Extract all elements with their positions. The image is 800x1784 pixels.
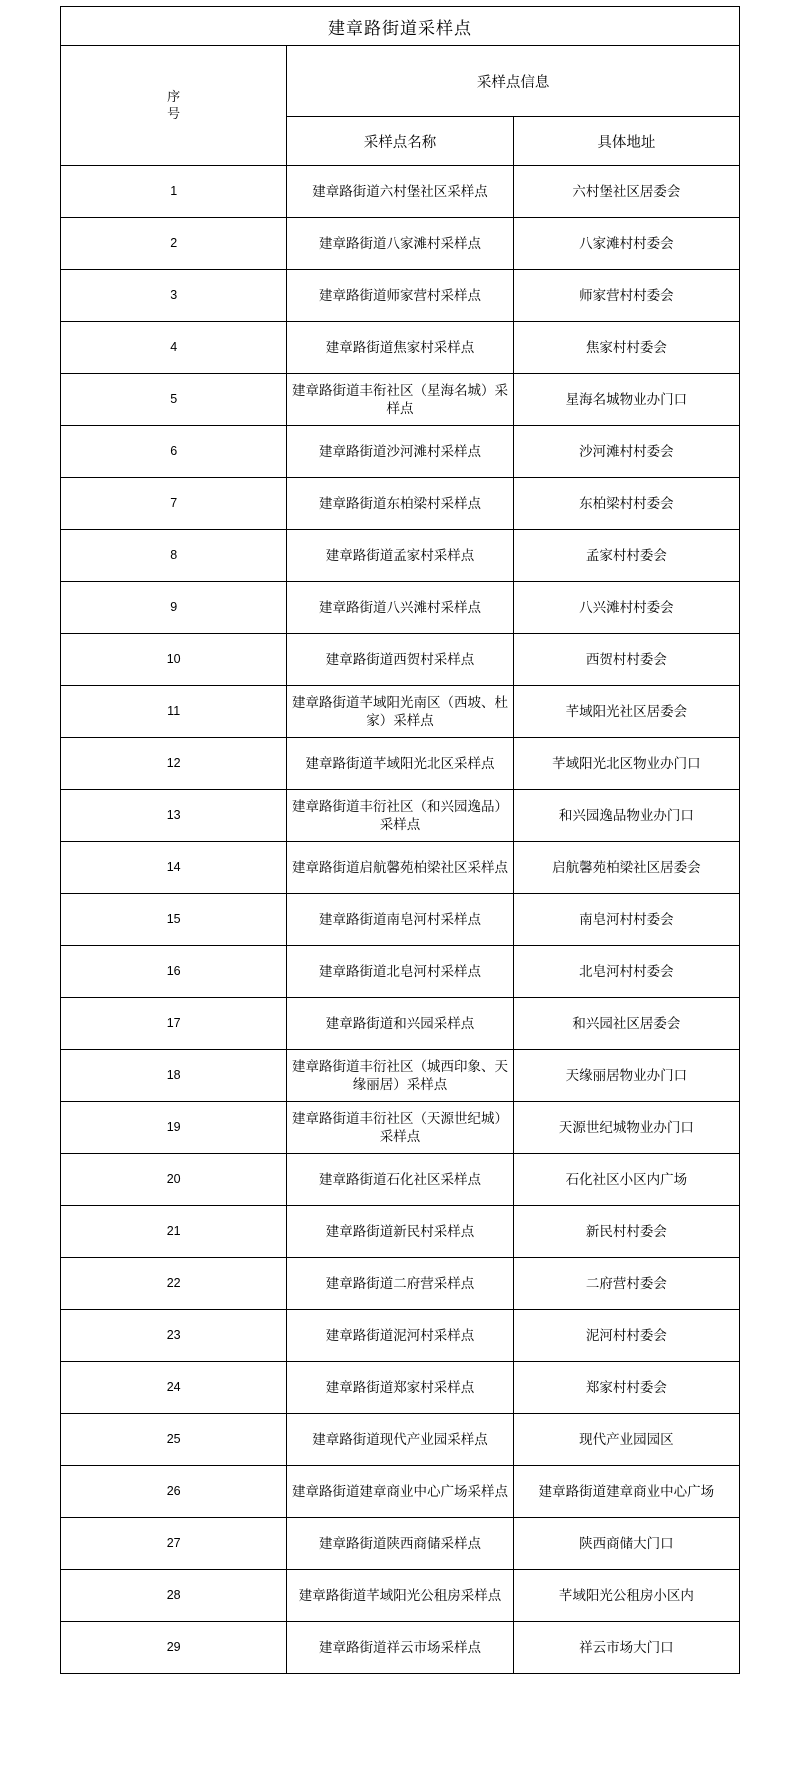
row-name: 建章路街道八兴滩村采样点 <box>287 582 513 634</box>
row-address: 和兴园逸品物业办门口 <box>513 790 739 842</box>
row-name: 建章路街道师家营村采样点 <box>287 270 513 322</box>
row-address: 星海名城物业办门口 <box>513 374 739 426</box>
row-name: 建章路街道郑家村采样点 <box>287 1362 513 1414</box>
table-row <box>61 686 740 738</box>
row-seq: 20 <box>61 1154 287 1206</box>
row-seq: 4 <box>61 322 287 374</box>
table-row <box>61 1570 740 1622</box>
row-seq: 13 <box>61 790 287 842</box>
row-address: 启航馨苑柏梁社区居委会 <box>513 842 739 894</box>
row-name: 建章路街道和兴园采样点 <box>287 998 513 1050</box>
row-address: 芊域阳光社区居委会 <box>513 686 739 738</box>
row-address: 西贺村村委会 <box>513 634 739 686</box>
row-seq: 25 <box>61 1414 287 1466</box>
row-name: 建章路街道北皂河村采样点 <box>287 946 513 998</box>
column-header-name: 采样点名称 <box>287 117 513 166</box>
row-name: 建章路街道现代产业园采样点 <box>287 1414 513 1466</box>
row-address: 六村堡社区居委会 <box>513 166 739 218</box>
row-seq: 2 <box>61 218 287 270</box>
group-header-row <box>61 46 740 117</box>
row-name: 建章路街道西贺村采样点 <box>287 634 513 686</box>
row-seq: 19 <box>61 1102 287 1154</box>
table-row <box>61 842 740 894</box>
row-name: 建章路街道二府营采样点 <box>287 1258 513 1310</box>
table-row <box>61 1414 740 1466</box>
row-name: 建章路街道泥河村采样点 <box>287 1310 513 1362</box>
row-seq: 9 <box>61 582 287 634</box>
row-seq: 12 <box>61 738 287 790</box>
table-row <box>61 530 740 582</box>
row-name: 建章路街道建章商业中心广场采样点 <box>287 1466 513 1518</box>
row-seq: 3 <box>61 270 287 322</box>
row-address: 焦家村村委会 <box>513 322 739 374</box>
table-row <box>61 1154 740 1206</box>
row-seq: 14 <box>61 842 287 894</box>
table-row <box>61 374 740 426</box>
table-row <box>61 1310 740 1362</box>
row-seq: 23 <box>61 1310 287 1362</box>
row-name: 建章路街道丰衔社区（星海名城）采样点 <box>287 374 513 426</box>
row-name: 建章路街道芊域阳光北区采样点 <box>287 738 513 790</box>
row-seq: 15 <box>61 894 287 946</box>
table-row <box>61 426 740 478</box>
row-seq: 6 <box>61 426 287 478</box>
row-address: 芊域阳光公租房小区内 <box>513 1570 739 1622</box>
row-name: 建章路街道丰衍社区（和兴园逸品）采样点 <box>287 790 513 842</box>
table-row <box>61 1362 740 1414</box>
row-address: 天缘丽居物业办门口 <box>513 1050 739 1102</box>
row-address: 八家滩村村委会 <box>513 218 739 270</box>
row-name: 建章路街道石化社区采样点 <box>287 1154 513 1206</box>
table-row <box>61 322 740 374</box>
row-seq: 8 <box>61 530 287 582</box>
row-address: 沙河滩村村委会 <box>513 426 739 478</box>
table-row <box>61 478 740 530</box>
row-name: 建章路街道八家滩村采样点 <box>287 218 513 270</box>
row-address: 陕西商储大门口 <box>513 1518 739 1570</box>
row-address: 孟家村村委会 <box>513 530 739 582</box>
table-row <box>61 582 740 634</box>
table-body <box>61 166 740 1674</box>
table-row <box>61 634 740 686</box>
row-seq: 11 <box>61 686 287 738</box>
row-address: 南皂河村村委会 <box>513 894 739 946</box>
row-seq: 1 <box>61 166 287 218</box>
column-header-seq-line2: 号 <box>167 105 181 121</box>
table-row <box>61 738 740 790</box>
row-seq: 21 <box>61 1206 287 1258</box>
table-row <box>61 946 740 998</box>
table-row <box>61 1206 740 1258</box>
row-name: 建章路街道孟家村采样点 <box>287 530 513 582</box>
table-row <box>61 1102 740 1154</box>
row-address: 八兴滩村村委会 <box>513 582 739 634</box>
table-row <box>61 1466 740 1518</box>
row-seq: 29 <box>61 1622 287 1674</box>
group-header-sampling-info: 采样点信息 <box>287 46 740 117</box>
row-address: 天源世纪城物业办门口 <box>513 1102 739 1154</box>
row-name: 建章路街道丰衍社区（城西印象、天缘丽居）采样点 <box>287 1050 513 1102</box>
row-seq: 17 <box>61 998 287 1050</box>
row-name: 建章路街道芊域阳光南区（西坡、杜家）采样点 <box>287 686 513 738</box>
row-address: 祥云市场大门口 <box>513 1622 739 1674</box>
row-name: 建章路街道丰衍社区（天源世纪城）采样点 <box>287 1102 513 1154</box>
table-row <box>61 270 740 322</box>
row-name: 建章路街道东柏梁村采样点 <box>287 478 513 530</box>
row-address: 建章路街道建章商业中心广场 <box>513 1466 739 1518</box>
row-address: 芊域阳光北区物业办门口 <box>513 738 739 790</box>
table-row <box>61 1050 740 1102</box>
table-row <box>61 1622 740 1674</box>
page-title: 建章路街道采样点 <box>61 7 740 46</box>
title-row <box>61 7 740 46</box>
row-address: 新民村村委会 <box>513 1206 739 1258</box>
row-seq: 18 <box>61 1050 287 1102</box>
column-header-address: 具体地址 <box>513 117 739 166</box>
sampling-points-table <box>60 6 740 1674</box>
row-address: 郑家村村委会 <box>513 1362 739 1414</box>
table-row <box>61 1518 740 1570</box>
table-row <box>61 218 740 270</box>
row-seq: 24 <box>61 1362 287 1414</box>
column-header-seq <box>61 46 287 166</box>
row-seq: 27 <box>61 1518 287 1570</box>
row-name: 建章路街道沙河滩村采样点 <box>287 426 513 478</box>
row-address: 石化社区小区内广场 <box>513 1154 739 1206</box>
column-header-seq-line1: 序 <box>167 89 181 105</box>
row-address: 二府营村委会 <box>513 1258 739 1310</box>
row-name: 建章路街道焦家村采样点 <box>287 322 513 374</box>
row-name: 建章路街道新民村采样点 <box>287 1206 513 1258</box>
row-address: 泥河村村委会 <box>513 1310 739 1362</box>
table-row <box>61 1258 740 1310</box>
table-head <box>61 7 740 166</box>
row-seq: 28 <box>61 1570 287 1622</box>
table-row <box>61 894 740 946</box>
row-name: 建章路街道南皂河村采样点 <box>287 894 513 946</box>
row-seq: 22 <box>61 1258 287 1310</box>
table-row <box>61 166 740 218</box>
row-name: 建章路街道六村堡社区采样点 <box>287 166 513 218</box>
row-seq: 5 <box>61 374 287 426</box>
row-seq: 7 <box>61 478 287 530</box>
row-address: 现代产业园园区 <box>513 1414 739 1466</box>
row-name: 建章路街道陕西商储采样点 <box>287 1518 513 1570</box>
row-seq: 16 <box>61 946 287 998</box>
row-name: 建章路街道芊域阳光公租房采样点 <box>287 1570 513 1622</box>
row-address: 东柏梁村村委会 <box>513 478 739 530</box>
row-seq: 26 <box>61 1466 287 1518</box>
row-address: 师家营村村委会 <box>513 270 739 322</box>
row-address: 和兴园社区居委会 <box>513 998 739 1050</box>
table-row <box>61 998 740 1050</box>
table-row <box>61 790 740 842</box>
row-name: 建章路街道启航馨苑柏梁社区采样点 <box>287 842 513 894</box>
row-name: 建章路街道祥云市场采样点 <box>287 1622 513 1674</box>
row-address: 北皂河村村委会 <box>513 946 739 998</box>
row-seq: 10 <box>61 634 287 686</box>
